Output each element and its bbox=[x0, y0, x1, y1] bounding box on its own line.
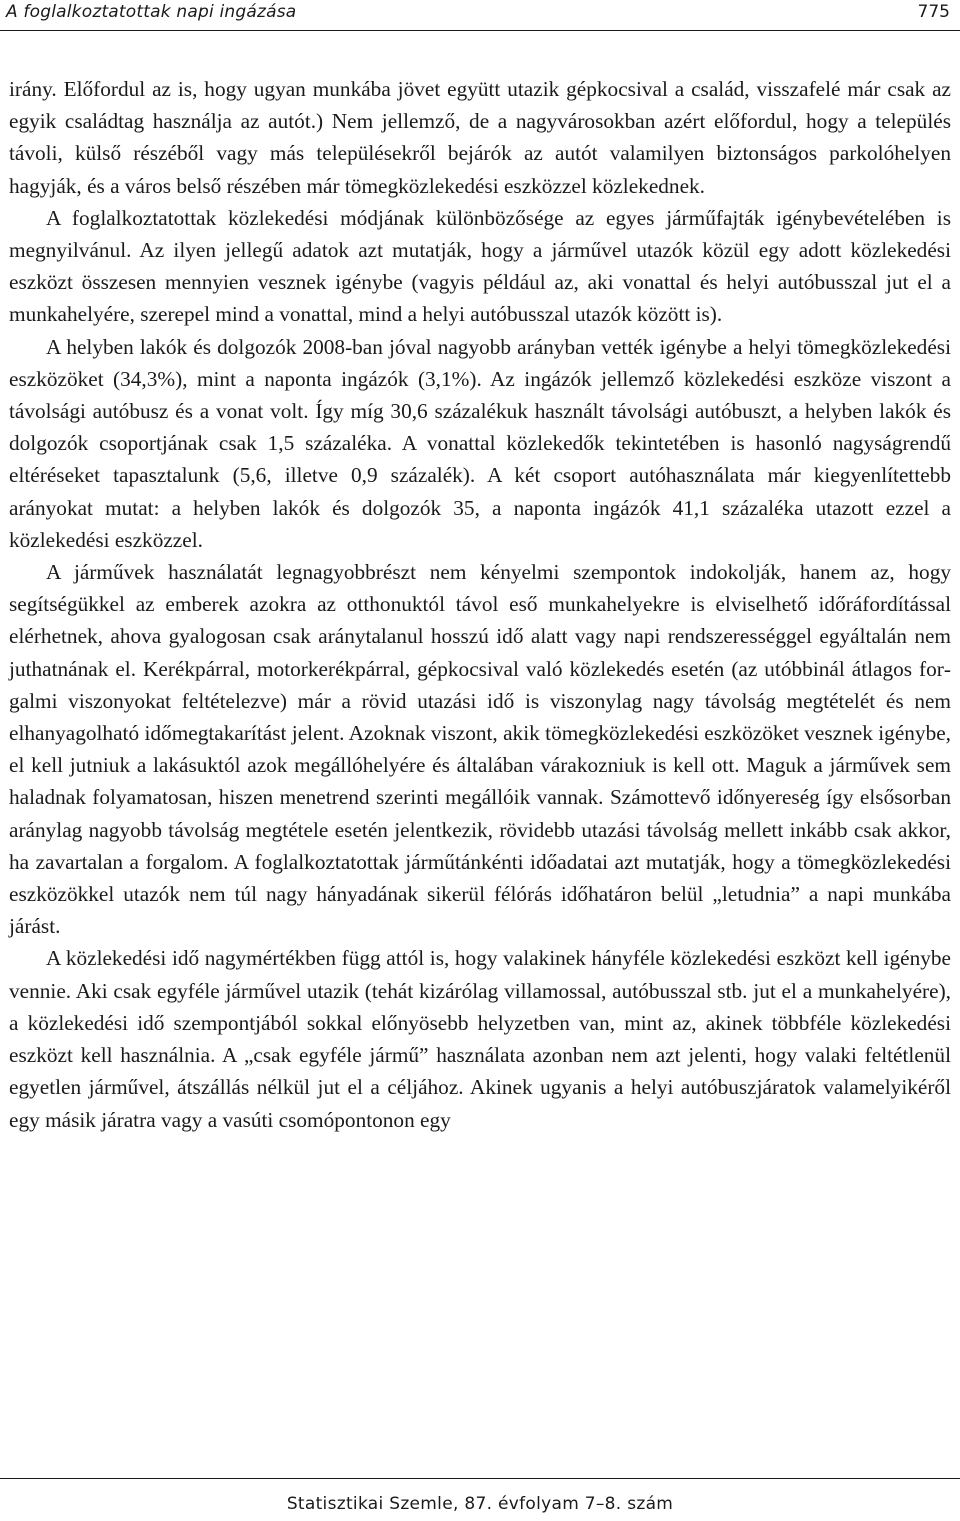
running-header bbox=[0, 0, 960, 30]
footer-rule bbox=[0, 1478, 960, 1479]
header-rule bbox=[0, 30, 960, 31]
paragraph: A foglalkoztatottak közlekedési módjának különbözősége az egyes járműfajták igénybevételében is megnyilvánul. Az ilyen jellegű adatok azt mutatják, hogy a járművel utazók közül egy adott közlekedési eszközt összesen mennyien vesznek igénybe (vagyis például az, aki vonattal és helyi autóbusszal jut el a munkahelyére, szerepel mind a vonattal, mind a helyi autóbusszal utazók között is). bbox=[9, 205, 951, 327]
article-body bbox=[9, 73, 951, 1136]
running-title: A foglalkoztatottak napi ingázása bbox=[6, 2, 297, 22]
paragraph: irány. Előfordul az is, hogy ugyan munkába jövet együtt utazik gépkocsival a család, visszafelé már csak az egyik családtag használja az autót.) Nem jellemző, de a nagyvárosokban azért előfordul, hogy a település távoli, külső részéből vagy más településekről bejárók az autót valamilyen biztonságos parkolóhelyen hagyják, és a város belső részében már tömegközlekedési eszközzel közlekednek. bbox=[9, 77, 951, 198]
paragraph: A közlekedési idő nagymértékben függ attól is, hogy valakinek hányféle közlekedési eszközt kell igénybe vennie. Aki csak egyféle járművel utazik (tehát kizárólag villamossal, autóbusszal stb. jut el a munkahelyére), a közlekedési idő szempontjából sokkal előnyösebb helyzetben van, mint az, akinek többféle közlekedési eszközt kell használnia. A „csak egyféle jármű” használata azonban nem azt jelenti, hogy valaki feltétlenül egyetlen járművel, átszállás nélkül jut el a céljához. Akinek ugyanis a helyi autóbuszjáratok valamelyikéről egy másik járatra vagy a vasúti csomópontonon egy bbox=[9, 946, 951, 1132]
paragraph: A helyben lakók és dolgozók 2008-ban jóval nagyobb arányban vették igénybe a helyi tömegközlekedési eszközöket (34,3%), mint a naponta ingázók (3,1%). Az ingázók jellemző közlekedési eszköze viszont a távolsági autóbusz és a vonat volt. Így míg 30,6 százalékuk használt távolsági autóbuszt, a helyben lakók és dolgozók csoportjának csak 1,5 százaléka. A vonattal közlekedők tekintetében is hasonló nagyságrendű eltéréseket tapasztalunk (5,6, illetve 0,9 százalék). A két csoport autóhasználata már kiegyenlítettebb arányokat mutat: a helyben lakók és dolgozók 35, a naponta ingázók 41,1 százaléka utazott ezzel a közlekedési eszközzel. bbox=[9, 334, 951, 552]
paragraph: A járművek használatát legnagyobbrészt nem kényelmi szempontok indokolják, hanem az, hogy segítségükkel az emberek azokra az otthonuktól távol eső munkahelyekre is elviselhető időráfordítással elérhetnek, ahova gyalogosan csak aránytalanul hosszú idő alatt vagy napi rendszerességgel egyáltalán nem juthatnának el. Kerékpárral, motorkerékpárral, gépkocsival való közlekedés esetén (az utóbbinál átlagos forgalmi viszonyokat feltételezve) már a rövid utazási idő is viszonylag nagy távolság megtételét és nem elhanyagolható időmegtakarítást jelent. Azoknak viszont, akik tömegközlekedési eszközöket vesznek igénybe, el kell jutniuk a lakásuktól azok megállóhelyére és általában várakozniuk is kell ott. Maguk a járművek sem haladnak folyamatosan, hiszen menetrend szerinti megállóik vannak. Számottevő időnyereség így elsősorban aránylag nagyobb távolság megtétele esetén jelentkezik, rövidebb utazási távolság mellett inkább csak akkor, ha zavartalan a forgalom. A foglalkoztatottak járműtánkénti időadatai azt mutatják, hogy a tömegközlekedési eszközökkel utazók nem túl nagy hányadának sikerül félórás időhatáron belül „letudnia” a napi munkába járást. bbox=[9, 560, 951, 939]
page-number: 775 bbox=[917, 2, 950, 22]
journal-citation: Statisztikai Szemle, 87. évfolyam 7–8. szám bbox=[286, 1494, 674, 1514]
